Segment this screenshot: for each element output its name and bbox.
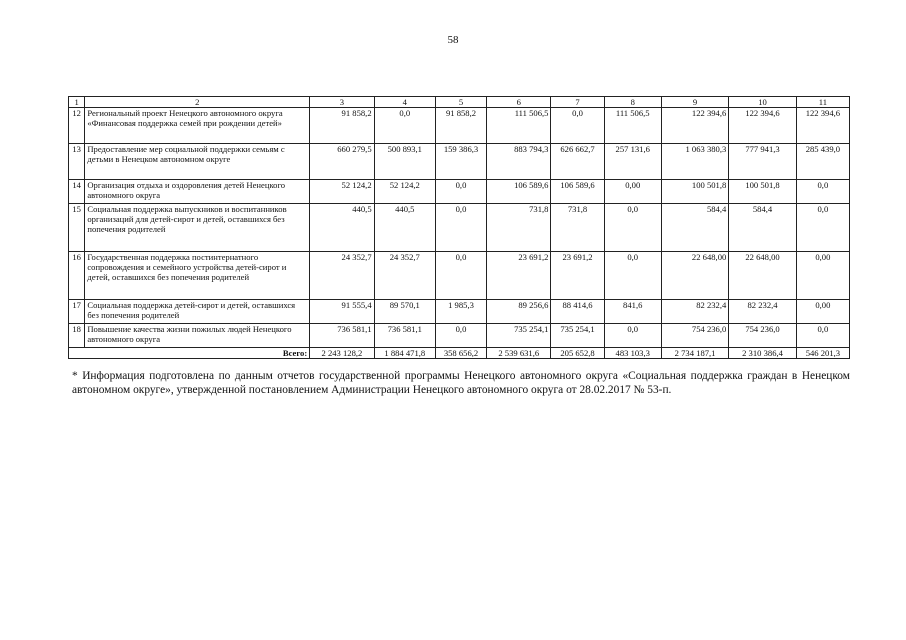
cell-value: 0,0 xyxy=(374,108,435,144)
cell-value: 106 589,6 xyxy=(487,180,551,204)
cell-value: 0,0 xyxy=(604,324,661,348)
cell-value: 88 414,6 xyxy=(551,300,604,324)
total-value: 483 103,3 xyxy=(604,348,661,359)
table-row xyxy=(69,108,850,144)
cell-value: 91 858,2 xyxy=(435,108,486,144)
cell-value: 24 352,7 xyxy=(310,252,374,300)
cell-value: 91 555,4 xyxy=(310,300,374,324)
cell-value: 122 394,6 xyxy=(796,108,849,144)
cell-value: 777 941,3 xyxy=(729,144,796,180)
cell-value: 731,8 xyxy=(487,204,551,252)
cell-value: 0,0 xyxy=(796,324,849,348)
total-value: 358 656,2 xyxy=(435,348,486,359)
total-row xyxy=(69,348,850,359)
cell-value: 159 386,3 xyxy=(435,144,486,180)
row-name: Предоставление мер социальной поддержки семьям с детьми в Ненецком автономном округе xyxy=(85,144,310,180)
cell-value: 257 131,6 xyxy=(604,144,661,180)
cell-value: 52 124,2 xyxy=(310,180,374,204)
cell-value: 0,00 xyxy=(796,300,849,324)
cell-value: 883 794,3 xyxy=(487,144,551,180)
cell-value: 111 506,5 xyxy=(604,108,661,144)
table-row xyxy=(69,300,850,324)
col-header: 4 xyxy=(374,97,435,108)
col-header: 9 xyxy=(661,97,728,108)
total-value: 546 201,3 xyxy=(796,348,849,359)
cell-value: 440,5 xyxy=(374,204,435,252)
table-header-row xyxy=(69,97,850,108)
row-name: Социальная поддержка выпускников и воспитанников организаций для детей-сирот и детей, оставшихся без попечения родителей xyxy=(85,204,310,252)
cell-value: 0,0 xyxy=(796,180,849,204)
total-label: Всего: xyxy=(69,348,310,359)
cell-value: 22 648,00 xyxy=(729,252,796,300)
cell-value: 0,0 xyxy=(796,204,849,252)
cell-value: 735 254,1 xyxy=(487,324,551,348)
cell-value: 584,4 xyxy=(729,204,796,252)
footnote: * Информация подготовлена по данным отчетов государственной программы Ненецкого автономного округа «Социальная поддержка граждан в Ненецком автономном округе», утвержденной постановлением Администрации Ненецкого автономного округа от 28.02.2017 № 53-п. xyxy=(72,370,850,396)
cell-value: 82 232,4 xyxy=(729,300,796,324)
cell-value: 22 648,00 xyxy=(661,252,728,300)
cell-value: 0,0 xyxy=(435,180,486,204)
cell-value: 52 124,2 xyxy=(374,180,435,204)
row-name: Социальная поддержка детей-сирот и детей, оставшихся без попечения родителей xyxy=(85,300,310,324)
total-value: 1 884 471,8 xyxy=(374,348,435,359)
table-row xyxy=(69,252,850,300)
cell-value: 626 662,7 xyxy=(551,144,604,180)
col-header: 11 xyxy=(796,97,849,108)
row-index: 12 xyxy=(69,108,85,144)
cell-value: 500 893,1 xyxy=(374,144,435,180)
cell-value: 0,0 xyxy=(435,324,486,348)
page-number: 58 xyxy=(447,34,459,46)
cell-value: 91 858,2 xyxy=(310,108,374,144)
cell-value: 111 506,5 xyxy=(487,108,551,144)
col-header: 1 xyxy=(69,97,85,108)
cell-value: 0,00 xyxy=(796,252,849,300)
cell-value: 660 279,5 xyxy=(310,144,374,180)
row-name: Государственная поддержка постинтернатного сопровождения и семейного устройства детей-сирот и детей, оставшихся без попечения родителей xyxy=(85,252,310,300)
data-table xyxy=(68,96,850,359)
cell-value: 735 254,1 xyxy=(551,324,604,348)
cell-value: 731,8 xyxy=(551,204,604,252)
cell-value: 89 256,6 xyxy=(487,300,551,324)
cell-value: 754 236,0 xyxy=(661,324,728,348)
cell-value: 0,00 xyxy=(604,180,661,204)
cell-value: 106 589,6 xyxy=(551,180,604,204)
table-row xyxy=(69,204,850,252)
cell-value: 0,0 xyxy=(435,252,486,300)
cell-value: 1 063 380,3 xyxy=(661,144,728,180)
table-row xyxy=(69,180,850,204)
col-header: 10 xyxy=(729,97,796,108)
cell-value: 24 352,7 xyxy=(374,252,435,300)
cell-value: 584,4 xyxy=(661,204,728,252)
cell-value: 736 581,1 xyxy=(374,324,435,348)
table-row xyxy=(69,144,850,180)
col-header: 6 xyxy=(487,97,551,108)
col-header: 7 xyxy=(551,97,604,108)
cell-value: 122 394,6 xyxy=(729,108,796,144)
cell-value: 754 236,0 xyxy=(729,324,796,348)
total-value: 2 243 128,2 xyxy=(310,348,374,359)
col-header: 3 xyxy=(310,97,374,108)
row-index: 13 xyxy=(69,144,85,180)
row-name: Повышение качества жизни пожилых людей Ненецкого автономного округа xyxy=(85,324,310,348)
cell-value: 0,0 xyxy=(604,252,661,300)
col-header: 2 xyxy=(85,97,310,108)
cell-value: 0,0 xyxy=(551,108,604,144)
row-name: Региональный проект Ненецкого автономного округа «Финансовая поддержка семей при рождении детей» xyxy=(85,108,310,144)
cell-value: 82 232,4 xyxy=(661,300,728,324)
table-row xyxy=(69,324,850,348)
cell-value: 0,0 xyxy=(435,204,486,252)
cell-value: 440,5 xyxy=(310,204,374,252)
cell-value: 1 985,3 xyxy=(435,300,486,324)
cell-value: 841,6 xyxy=(604,300,661,324)
cell-value: 100 501,8 xyxy=(661,180,728,204)
row-index: 17 xyxy=(69,300,85,324)
cell-value: 100 501,8 xyxy=(729,180,796,204)
row-index: 14 xyxy=(69,180,85,204)
total-value: 2 310 386,4 xyxy=(729,348,796,359)
cell-value: 23 691,2 xyxy=(551,252,604,300)
cell-value: 89 570,1 xyxy=(374,300,435,324)
cell-value: 0,0 xyxy=(604,204,661,252)
row-index: 16 xyxy=(69,252,85,300)
cell-value: 736 581,1 xyxy=(310,324,374,348)
total-value: 205 652,8 xyxy=(551,348,604,359)
cell-value: 122 394,6 xyxy=(661,108,728,144)
row-index: 15 xyxy=(69,204,85,252)
total-value: 2 539 631,6 xyxy=(487,348,551,359)
cell-value: 23 691,2 xyxy=(487,252,551,300)
row-index: 18 xyxy=(69,324,85,348)
total-value: 2 734 187,1 xyxy=(661,348,728,359)
col-header: 8 xyxy=(604,97,661,108)
cell-value: 285 439,0 xyxy=(796,144,849,180)
row-name: Организация отдыха и оздоровления детей Ненецкого автономного округа xyxy=(85,180,310,204)
col-header: 5 xyxy=(435,97,486,108)
